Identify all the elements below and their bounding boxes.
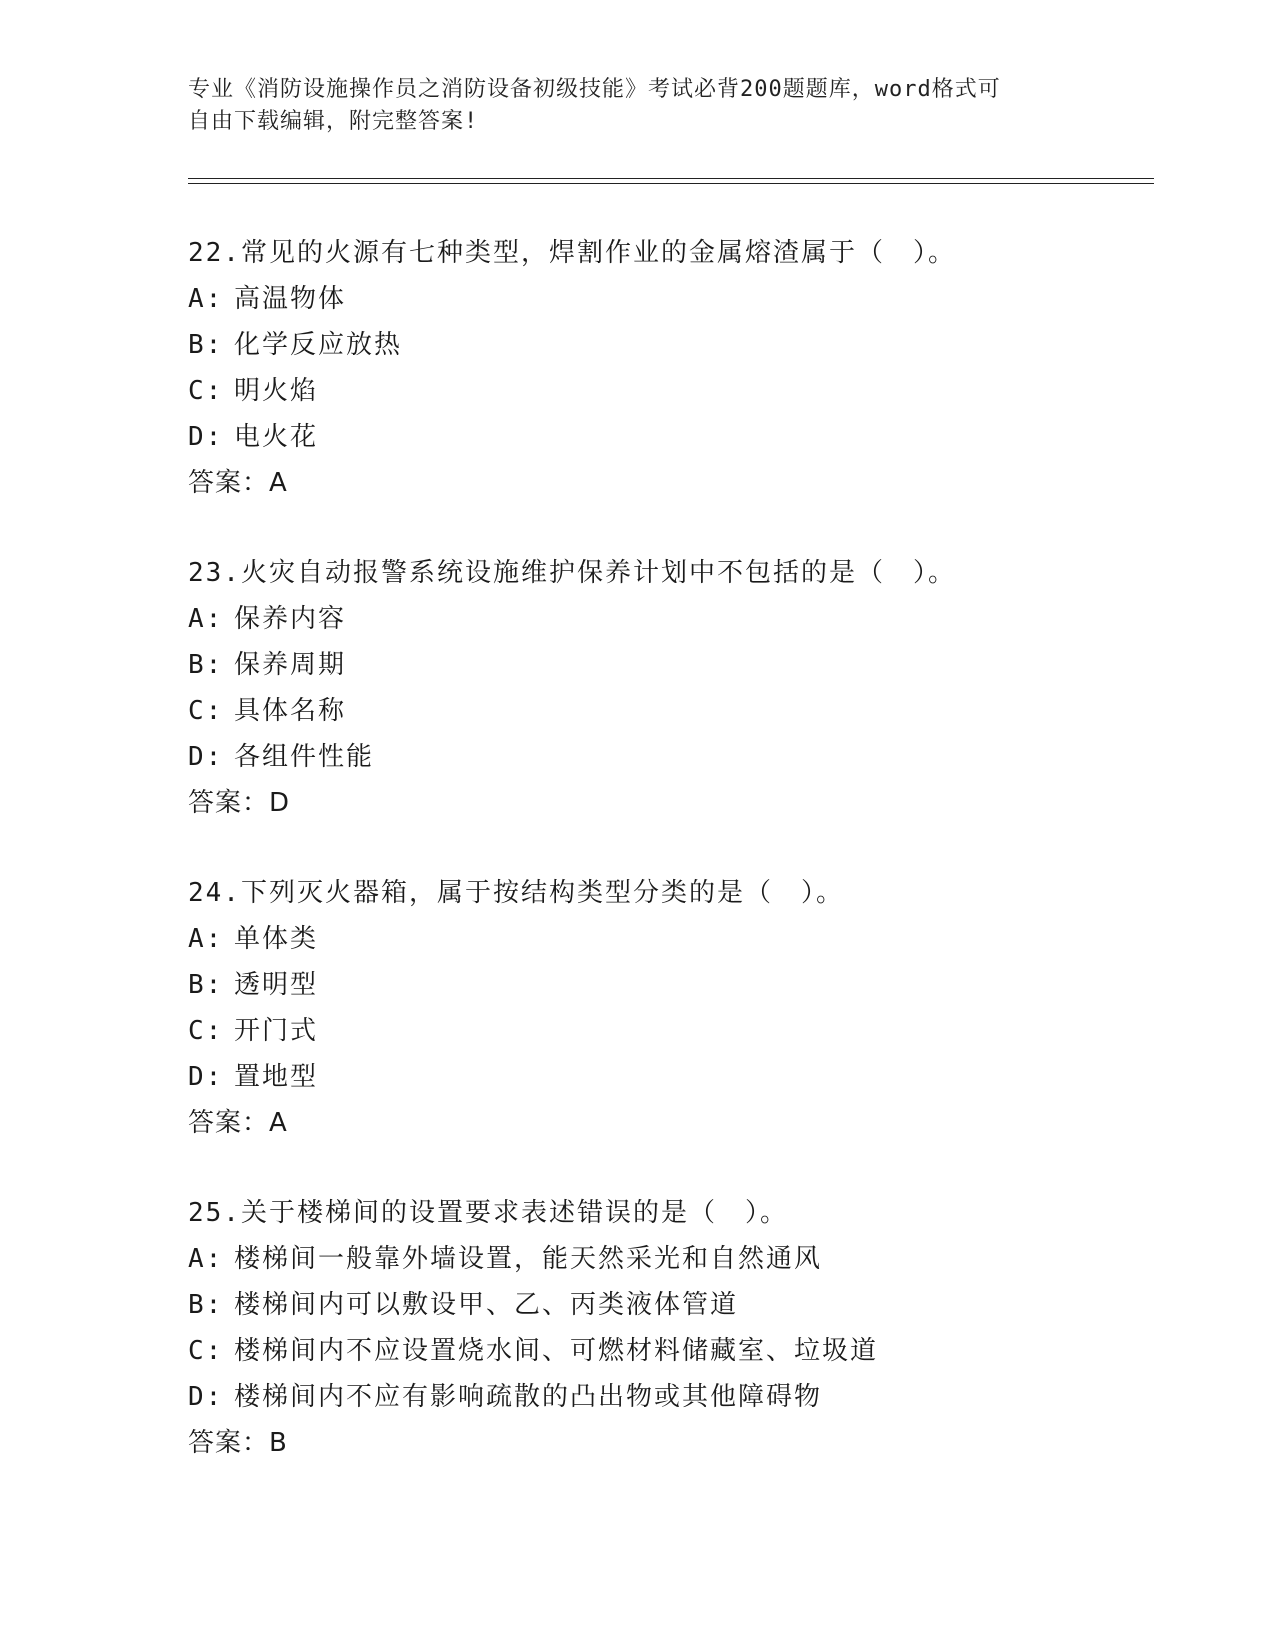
option-key: B:: [188, 330, 224, 360]
option-a: [188, 596, 1168, 642]
answer-label: 答案：: [188, 1428, 270, 1458]
option-text: 高温物体: [234, 284, 347, 314]
option-c: [188, 688, 1168, 734]
answer-value: A: [269, 1108, 288, 1138]
answer-label: 答案：: [188, 1108, 270, 1138]
option-key: D:: [188, 742, 224, 772]
answer-line: [188, 780, 1168, 826]
option-c: [188, 1328, 1168, 1374]
option-key: A:: [188, 284, 224, 314]
header-line-2: 自由下载编辑，附完整答案!: [188, 109, 479, 134]
option-text: 楼梯间内不应有影响疏散的凸出物或其他障碍物: [234, 1382, 823, 1412]
answer-line: [188, 1420, 1168, 1466]
answer-line: [188, 460, 1168, 506]
option-key: B:: [188, 650, 224, 680]
answer-label: 答案：: [188, 468, 270, 498]
option-key: B:: [188, 1290, 224, 1320]
option-key: A:: [188, 604, 224, 634]
question-stem: 24.下列灭火器箱，属于按结构类型分类的是（ ）。: [188, 878, 844, 908]
document-header: [188, 74, 1068, 138]
question-23: [188, 550, 1168, 826]
option-a: [188, 1236, 1168, 1282]
answer-value: D: [269, 788, 291, 818]
answer-line: [188, 1100, 1168, 1146]
option-text: 开门式: [234, 1016, 319, 1046]
question-stem: 23.火灾自动报警系统设施维护保养计划中不包括的是（ ）。: [188, 558, 956, 588]
question-24: [188, 870, 1168, 1146]
option-d: [188, 414, 1168, 460]
option-a: [188, 276, 1168, 322]
option-key: D:: [188, 422, 224, 452]
option-text: 置地型: [234, 1062, 319, 1092]
header-line-1: 专业《消防设施操作员之消防设备初级技能》考试必背200题题库，word格式可: [188, 77, 1001, 102]
option-key: C:: [188, 1336, 224, 1366]
header-divider-top: [188, 178, 1154, 179]
option-text: 化学反应放热: [234, 330, 403, 360]
option-text: 楼梯间内可以敷设甲、乙、丙类液体管道: [234, 1290, 739, 1320]
option-d: [188, 1054, 1168, 1100]
option-key: A:: [188, 924, 224, 954]
option-text: 保养内容: [234, 604, 347, 634]
question-stem: 25.关于楼梯间的设置要求表述错误的是（ ）。: [188, 1198, 788, 1228]
option-d: [188, 1374, 1168, 1420]
option-b: [188, 642, 1168, 688]
header-divider-bottom: [188, 183, 1154, 184]
answer-value: B: [269, 1428, 288, 1458]
option-text: 透明型: [234, 970, 319, 1000]
option-text: 单体类: [234, 924, 319, 954]
option-key: D:: [188, 1062, 224, 1092]
option-text: 楼梯间一般靠外墙设置，能天然采光和自然通风: [234, 1244, 823, 1274]
option-key: C:: [188, 376, 224, 406]
option-b: [188, 962, 1168, 1008]
option-text: 明火焰: [234, 376, 319, 406]
option-b: [188, 322, 1168, 368]
option-key: C:: [188, 696, 224, 726]
option-key: A:: [188, 1244, 224, 1274]
option-text: 保养周期: [234, 650, 347, 680]
option-text: 电火花: [234, 422, 319, 452]
option-a: [188, 916, 1168, 962]
question-22: [188, 230, 1168, 506]
option-text: 具体名称: [234, 696, 347, 726]
question-25: [188, 1190, 1168, 1466]
option-text: 各组件性能: [234, 742, 375, 772]
answer-label: 答案：: [188, 788, 270, 818]
option-d: [188, 734, 1168, 780]
option-b: [188, 1282, 1168, 1328]
option-key: C:: [188, 1016, 224, 1046]
option-c: [188, 1008, 1168, 1054]
question-stem: 22.常见的火源有七种类型，焊割作业的金属熔渣属于（ ）。: [188, 238, 956, 268]
option-key: D:: [188, 1382, 224, 1412]
option-c: [188, 368, 1168, 414]
option-text: 楼梯间内不应设置烧水间、可燃材料储藏室、垃圾道: [234, 1336, 879, 1366]
option-key: B:: [188, 970, 224, 1000]
answer-value: A: [269, 468, 288, 498]
